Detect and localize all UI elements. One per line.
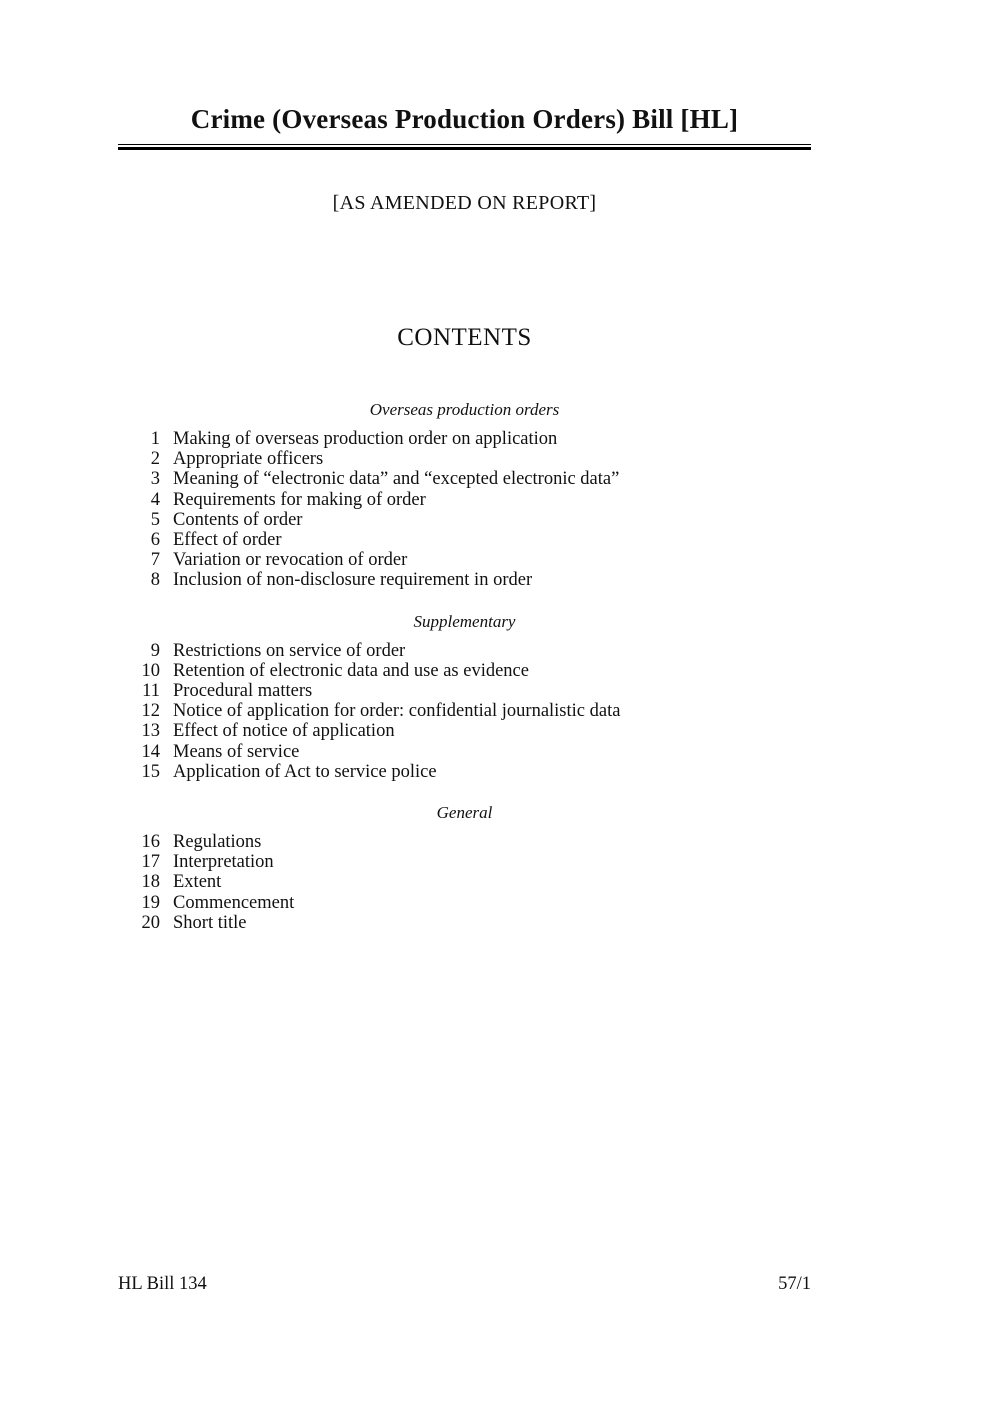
section-heading: General (436, 803, 493, 823)
section-heading: Supplementary (413, 611, 516, 631)
contents-entry[interactable] (0, 762, 929, 782)
contents-entry-label: Retention of electronic data and use as evidence (173, 660, 529, 681)
contents-entry[interactable] (0, 641, 929, 661)
contents-entry-label: Application of Act to service police (173, 761, 437, 782)
contents-list (0, 832, 929, 933)
contents-entry-label: Means of service (173, 741, 300, 762)
contents-entry-number: 10 (141, 660, 160, 681)
page-title: Crime (Overseas Production Orders) Bill [HL] (190, 104, 739, 134)
title-block (118, 104, 811, 150)
contents-entry[interactable] (0, 469, 929, 489)
footer-bill-number: HL Bill 134 (118, 1274, 207, 1294)
contents-entry[interactable] (0, 701, 929, 721)
contents-entry-number: 17 (141, 852, 160, 873)
contents-entry-number: 14 (141, 741, 160, 762)
contents-entry-number: 8 (150, 570, 160, 591)
page-footer (118, 1274, 811, 1295)
contents-entry-label: Regulations (173, 832, 262, 853)
contents-entry-label: Variation or revocation of order (173, 550, 408, 571)
contents-entry-label: Notice of application for order: confidential journalistic data (173, 701, 621, 722)
contents-entry[interactable] (0, 429, 929, 449)
contents-entry-label: Procedural matters (173, 681, 313, 702)
contents-list (0, 429, 929, 591)
contents-section-supplementary (0, 612, 929, 782)
contents-entry[interactable] (0, 661, 929, 681)
contents-entry[interactable] (0, 832, 929, 852)
contents-entry-label: Effect of notice of application (173, 721, 395, 742)
contents-entry-number: 12 (141, 701, 160, 722)
contents-entry-label: Short title (173, 912, 247, 933)
contents-entry-label: Appropriate officers (173, 449, 324, 470)
contents-entry-label: Inclusion of non-disclosure requirement in order (173, 570, 533, 591)
contents-entry-number: 5 (150, 509, 160, 530)
contents-entry-label: Meaning of “electronic data” and “excepted electronic data” (173, 469, 620, 490)
contents-entry-number: 16 (141, 832, 160, 853)
contents-entry-number: 18 (141, 872, 160, 893)
contents-entry-number: 6 (150, 530, 160, 551)
contents-entry[interactable] (0, 913, 929, 933)
contents-entry-label: Restrictions on service of order (173, 640, 406, 661)
contents-section-general (0, 803, 929, 933)
contents-heading: CONTENTS (397, 324, 532, 351)
contents-list (0, 641, 929, 782)
contents-entry-number: 2 (150, 449, 160, 470)
contents-entry-label: Making of overseas production order on application (173, 429, 558, 449)
title-divider-thick-rule (118, 147, 811, 150)
contents-entry-number: 13 (141, 721, 160, 742)
contents-body (0, 400, 929, 933)
contents-entry[interactable] (0, 570, 929, 590)
contents-entry-label: Extent (173, 872, 222, 893)
contents-entry[interactable] (0, 872, 929, 892)
contents-entry-number: 9 (150, 640, 160, 661)
contents-entry[interactable] (0, 510, 929, 530)
contents-entry-label: Contents of order (173, 509, 303, 530)
contents-entry[interactable] (0, 721, 929, 741)
title-divider (118, 144, 811, 150)
contents-entry-label: Interpretation (173, 852, 274, 873)
contents-entry-number: 7 (150, 550, 160, 571)
contents-entry-number: 15 (141, 761, 160, 782)
contents-entry[interactable] (0, 530, 929, 550)
contents-entry-number: 3 (150, 469, 160, 490)
contents-section-overseas-production-orders (0, 400, 929, 591)
contents-entry[interactable] (0, 742, 929, 762)
contents-entry[interactable] (0, 893, 929, 913)
contents-entry-number: 1 (150, 429, 160, 449)
contents-entry[interactable] (0, 681, 929, 701)
contents-entry-number: 19 (141, 892, 160, 913)
contents-entry[interactable] (0, 490, 929, 510)
contents-entry-label: Commencement (173, 892, 295, 913)
contents-entry-number: 11 (142, 681, 160, 702)
contents-entry[interactable] (0, 550, 929, 570)
contents-entry-label: Requirements for making of order (173, 489, 426, 510)
contents-entry-number: 4 (150, 489, 160, 510)
contents-entry[interactable] (0, 852, 929, 872)
amendment-note: [AS AMENDED ON REPORT] (332, 192, 597, 214)
contents-entry[interactable] (0, 449, 929, 469)
section-heading: Overseas production orders (369, 400, 560, 419)
footer-page-reference: 57/1 (778, 1274, 811, 1294)
contents-entry-number: 20 (141, 912, 160, 933)
contents-entry-label: Effect of order (173, 530, 282, 551)
